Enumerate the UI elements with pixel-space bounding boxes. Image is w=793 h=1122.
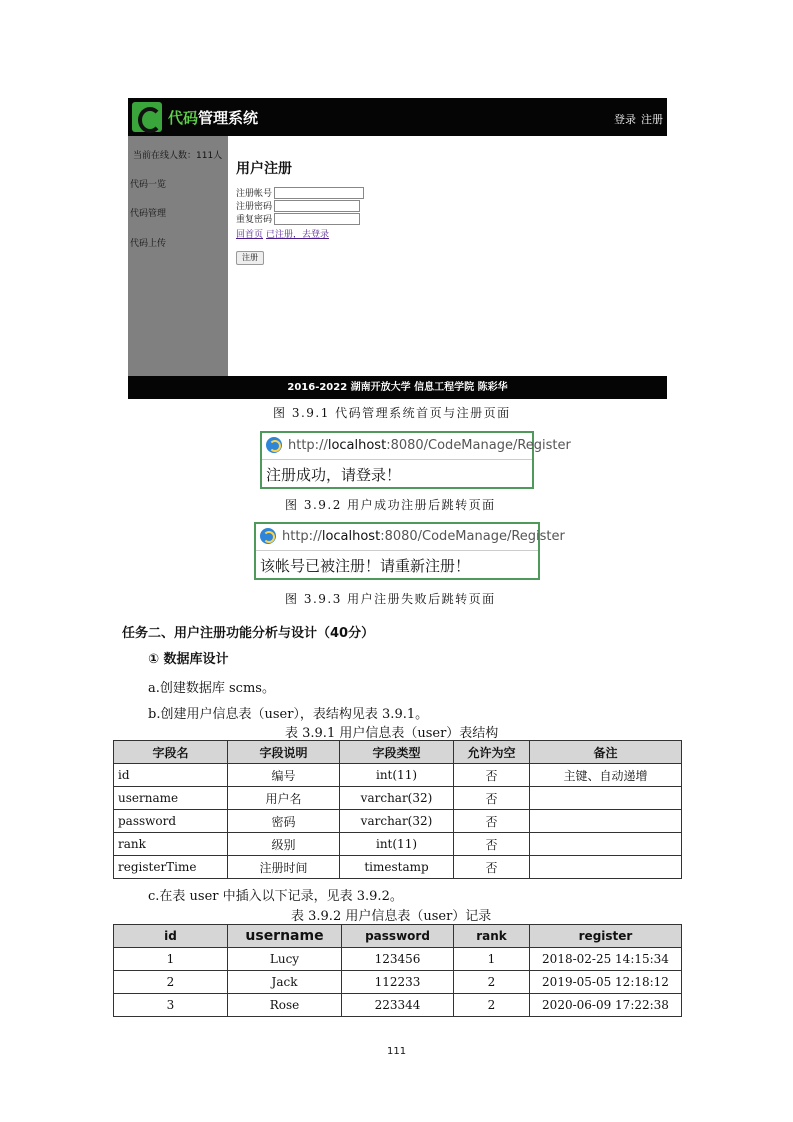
- table-row: [114, 856, 682, 879]
- column-header: 字段说明: [228, 741, 340, 764]
- success-message: 注册成功，请登录！: [266, 466, 402, 484]
- app-header: [128, 98, 667, 136]
- table-cell: 1: [114, 948, 228, 971]
- table-cell: 112233: [342, 971, 454, 994]
- table-cell: 2: [114, 971, 228, 994]
- paragraph-a: a.创建数据库 scms。: [148, 681, 275, 696]
- address-bar[interactable]: [256, 524, 565, 551]
- table-cell: timestamp: [340, 856, 454, 879]
- figure-caption: 图 3.9.3 用户注册失败后跳转页面: [285, 592, 496, 606]
- records-table: [113, 924, 682, 1017]
- table-cell: 级别: [228, 833, 340, 856]
- table-cell: Lucy: [228, 948, 342, 971]
- table-cell: 123456: [342, 948, 454, 971]
- table-cell: id: [114, 764, 228, 787]
- table-cell: 注册时间: [228, 856, 340, 879]
- go-login-link[interactable]: 已注册，去登录: [266, 230, 330, 240]
- app-footer: 2016-2022 湖南开放大学 信息工程学院 陈彩华: [128, 376, 667, 399]
- login-link[interactable]: 登录: [614, 113, 636, 126]
- table-cell: 否: [454, 856, 530, 879]
- table-cell: 1: [454, 948, 530, 971]
- register-link[interactable]: 注册: [641, 113, 663, 126]
- repeat-password-input[interactable]: [274, 213, 360, 225]
- register-page-screenshot: [128, 98, 667, 399]
- column-header: rank: [454, 925, 530, 948]
- task-heading: 任务二、用户注册功能分析与设计（40分）: [122, 626, 375, 641]
- column-header: username: [228, 925, 342, 948]
- figure-caption: 图 3.9.2 用户成功注册后跳转页面: [285, 498, 496, 512]
- column-header: 字段名: [114, 741, 228, 764]
- table-row: [114, 994, 682, 1017]
- failure-browser-window: [254, 522, 565, 580]
- ie-browser-icon: [260, 528, 276, 544]
- table-cell: 主键、自动递增: [530, 764, 682, 787]
- table-cell: 3: [114, 994, 228, 1017]
- app-title: 代码管理系统: [168, 109, 259, 127]
- table-cell: [530, 856, 682, 879]
- register-form: [228, 136, 667, 376]
- password-label: 注册密码: [236, 202, 273, 212]
- table-row: [114, 810, 682, 833]
- table-row: [114, 948, 682, 971]
- table-cell: [530, 810, 682, 833]
- url-text: http://localhost:8080/CodeManage/Register: [288, 438, 571, 453]
- table-cell: Jack: [228, 971, 342, 994]
- account-input[interactable]: [274, 187, 364, 199]
- table-cell: int(11): [340, 833, 454, 856]
- account-label: 注册帐号: [236, 189, 273, 199]
- column-header: 备注: [530, 741, 682, 764]
- table-cell: 2020-06-09 17:22:38: [530, 994, 682, 1017]
- table-row: [114, 971, 682, 994]
- table-header-row: [114, 925, 682, 948]
- table-cell: 2018-02-25 14:15:34: [530, 948, 682, 971]
- table-cell: 223344: [342, 994, 454, 1017]
- password-input[interactable]: [274, 200, 360, 212]
- table-cell: varchar(32): [340, 810, 454, 833]
- column-header: register: [530, 925, 682, 948]
- online-count: 当前在线人数：111人: [133, 151, 223, 161]
- table-cell: varchar(32): [340, 787, 454, 810]
- logo-icon: [132, 102, 162, 132]
- table-cell: 否: [454, 764, 530, 787]
- url-text: http://localhost:8080/CodeManage/Register: [282, 529, 565, 544]
- table-cell: 2: [454, 971, 530, 994]
- table-row: [114, 787, 682, 810]
- column-header: id: [114, 925, 228, 948]
- sidebar-item-code-manage[interactable]: 代码管理: [130, 209, 167, 219]
- table-cell: Rose: [228, 994, 342, 1017]
- success-browser-window: [260, 431, 571, 489]
- paragraph-b: b.创建用户信息表（user），表结构见表 3.9.1。: [148, 707, 429, 722]
- sidebar-item-code-upload[interactable]: 代码上传: [130, 239, 167, 249]
- form-title: 用户注册: [236, 161, 292, 177]
- table-cell: 否: [454, 787, 530, 810]
- table-cell: username: [114, 787, 228, 810]
- register-button[interactable]: 注册: [236, 251, 264, 265]
- table-header-row: [114, 741, 682, 764]
- structure-table: [113, 740, 682, 879]
- table-cell: rank: [114, 833, 228, 856]
- column-header: password: [342, 925, 454, 948]
- table-cell: [530, 833, 682, 856]
- page-number: 111: [387, 1046, 407, 1057]
- table-cell: int(11): [340, 764, 454, 787]
- table-cell: 2019-05-05 12:18:12: [530, 971, 682, 994]
- column-header: 字段类型: [340, 741, 454, 764]
- sidebar: [128, 136, 228, 376]
- table-cell: 否: [454, 833, 530, 856]
- table-cell: 2: [454, 994, 530, 1017]
- table-cell: registerTime: [114, 856, 228, 879]
- table-cell: 用户名: [228, 787, 340, 810]
- sub-heading: ① 数据库设计: [148, 652, 229, 667]
- address-bar[interactable]: [262, 433, 571, 460]
- table-cell: 密码: [228, 810, 340, 833]
- table-cell: 编号: [228, 764, 340, 787]
- column-header: 允许为空: [454, 741, 530, 764]
- failure-message: 该帐号已被注册！请重新注册！: [260, 557, 471, 575]
- paragraph-c: c.在表 user 中插入以下记录，见表 3.9.2。: [148, 889, 403, 904]
- sidebar-item-code-list[interactable]: 代码一览: [130, 180, 167, 190]
- table-cell: [530, 787, 682, 810]
- ie-browser-icon: [266, 437, 282, 453]
- table-row: [114, 833, 682, 856]
- repeat-password-label: 重复密码: [236, 215, 273, 225]
- table-caption: 表 3.9.1 用户信息表（user）表结构: [285, 726, 499, 741]
- home-link[interactable]: 回首页: [236, 230, 264, 240]
- table-cell: password: [114, 810, 228, 833]
- figure-caption: 图 3.9.1 代码管理系统首页与注册页面: [273, 406, 511, 420]
- table-caption: 表 3.9.2 用户信息表（user）记录: [291, 909, 492, 924]
- table-row: [114, 764, 682, 787]
- table-cell: 否: [454, 810, 530, 833]
